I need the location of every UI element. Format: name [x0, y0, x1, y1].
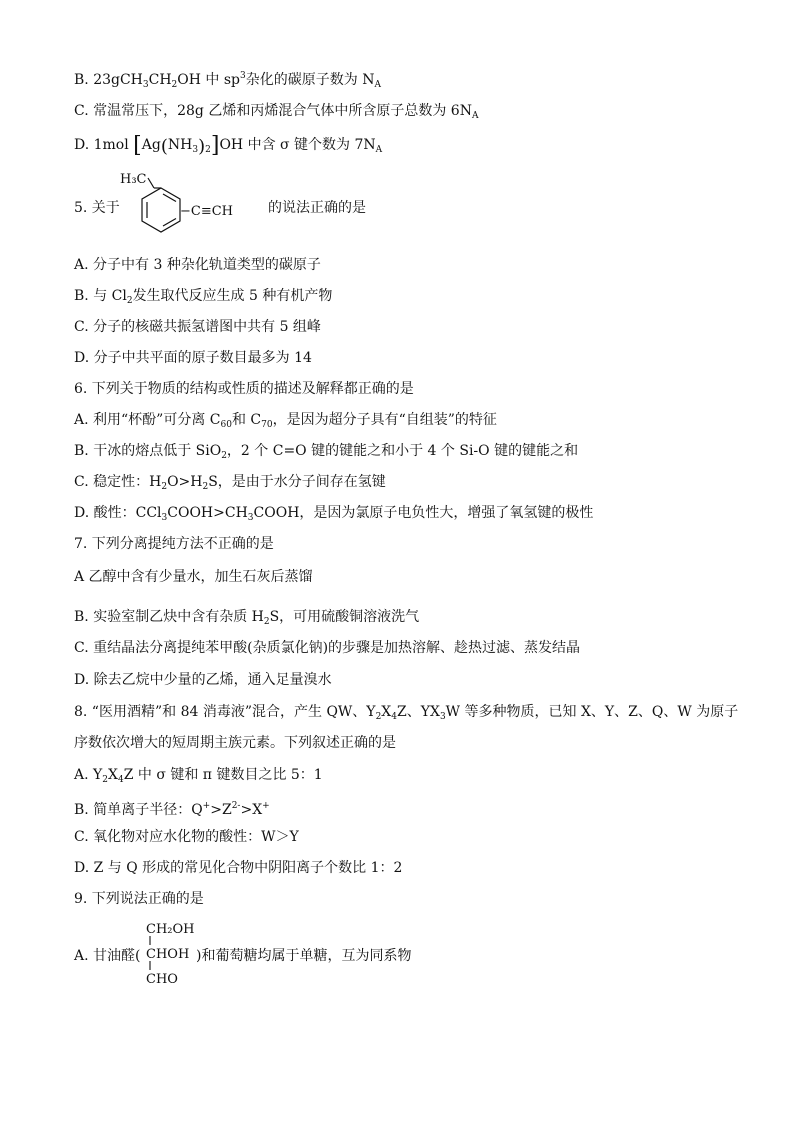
q8-option-d: D. Z 与 Q 形成的常见化合物中阴阳离子个数比 1：2	[74, 860, 403, 876]
q5-option-b: B. 与 $Cl_2$发生取代反应生成 5 种有机产物	[74, 288, 333, 306]
glyceraldehyde-formula	[140, 918, 200, 990]
q4-option-d: D. 1mol $[Ag(NH_3)_2]OH$ 中含 σ 键个数为 $7N_A$	[74, 133, 383, 158]
q8-option-c: C. 氧化物对应水化物的酸性：W＞Y	[74, 829, 299, 845]
q8-stem-line1: 8. “医用酒精”和 84 消毒液”混合，产生 QW、$Y_2X_4Z$、$YX_3W$ 等多种物质，已知 X、Y、Z、Q、W 为原子	[74, 704, 739, 722]
q4-option-b: B. $23gCH_3CH_2OH$ 中 $sp^3$杂化的碳原子数为 $N_A$	[74, 71, 381, 90]
q5-option-a: A. 分子中有 3 种杂化轨道类型的碳原子	[74, 257, 321, 273]
q6-stem: 6. 下列关于物质的结构或性质的描述及解释都正确的是	[74, 381, 414, 397]
q7-stem: 7. 下列分离提纯方法不正确的是	[74, 536, 274, 552]
q6-option-d: D. 酸性：$CCl_3COOH>CH_3COOH$，是因为氯原子电负性大，增强了氧氢键的极性	[74, 505, 594, 523]
q6-option-c: C. 稳定性：$H_2O>H_2S$，是由于水分子间存在氢键	[74, 474, 386, 492]
molecule-structure	[118, 168, 268, 248]
q5-option-d: D. 分子中共平面的原子数目最多为 14	[74, 350, 312, 366]
q7-option-a: A 乙醇中含有少量水，加生石灰后蒸馏	[74, 569, 313, 585]
formula-line1: CH₂OH	[146, 922, 195, 937]
q7-option-c: C. 重结晶法分离提纯苯甲酸(杂质氯化钠)的步骤是加热溶解、趁热过滤、蒸发结晶	[74, 640, 581, 656]
q5-stem-prefix: 5. 关于	[74, 200, 120, 216]
q8-option-b: B. 简单离子半径：$Q^+>Z^{2-}>X^+$	[74, 801, 270, 818]
q8-option-a: A. $Y_2X_4Z$ 中 σ 键和 π 键数目之比 5：1	[74, 767, 323, 785]
q6-option-a: A. 利用“杯酚”可分离 $C_{60}$和 $C_{70}$，是因为超分子具有“自组装”的特征	[74, 412, 497, 430]
q9-stem: 9. 下列说法正确的是	[74, 891, 204, 907]
q7-option-d: D. 除去乙烷中少量的乙烯，通入足量溴水	[74, 672, 332, 688]
formula-line3: CHO	[146, 972, 178, 987]
q9-option-a-suffix: )和葡萄糖均属于单糖，互为同系物	[196, 948, 412, 964]
q5-stem-suffix: 的说法正确的是	[268, 200, 366, 216]
q6-option-b: B. 干冰的熔点低于 SiO$_2$，2 个 C=O 键的键能之和小于 4 个 Si-O 键的键能之和	[74, 443, 579, 461]
methyl-label: H₃C	[120, 172, 147, 187]
q4-option-c: C. 常温常压下，28g 乙烯和丙烯混合气体中所含原子总数为 $6N_A$	[74, 103, 479, 121]
formula-line2: CHOH	[146, 947, 190, 962]
q5-option-c: C. 分子的核磁共振氢谱图中共有 5 组峰	[74, 319, 321, 335]
q7-option-b: B. 实验室制乙炔中含有杂质 $H_2S$，可用硫酸铜溶液洗气	[74, 609, 420, 627]
q9-option-a-prefix: A. 甘油醛(	[74, 948, 141, 964]
q8-stem-line2: 序数依次增大的短周期主族元素。下列叙述正确的是	[74, 735, 396, 751]
ethynyl-label: −C≡CH	[180, 204, 234, 219]
